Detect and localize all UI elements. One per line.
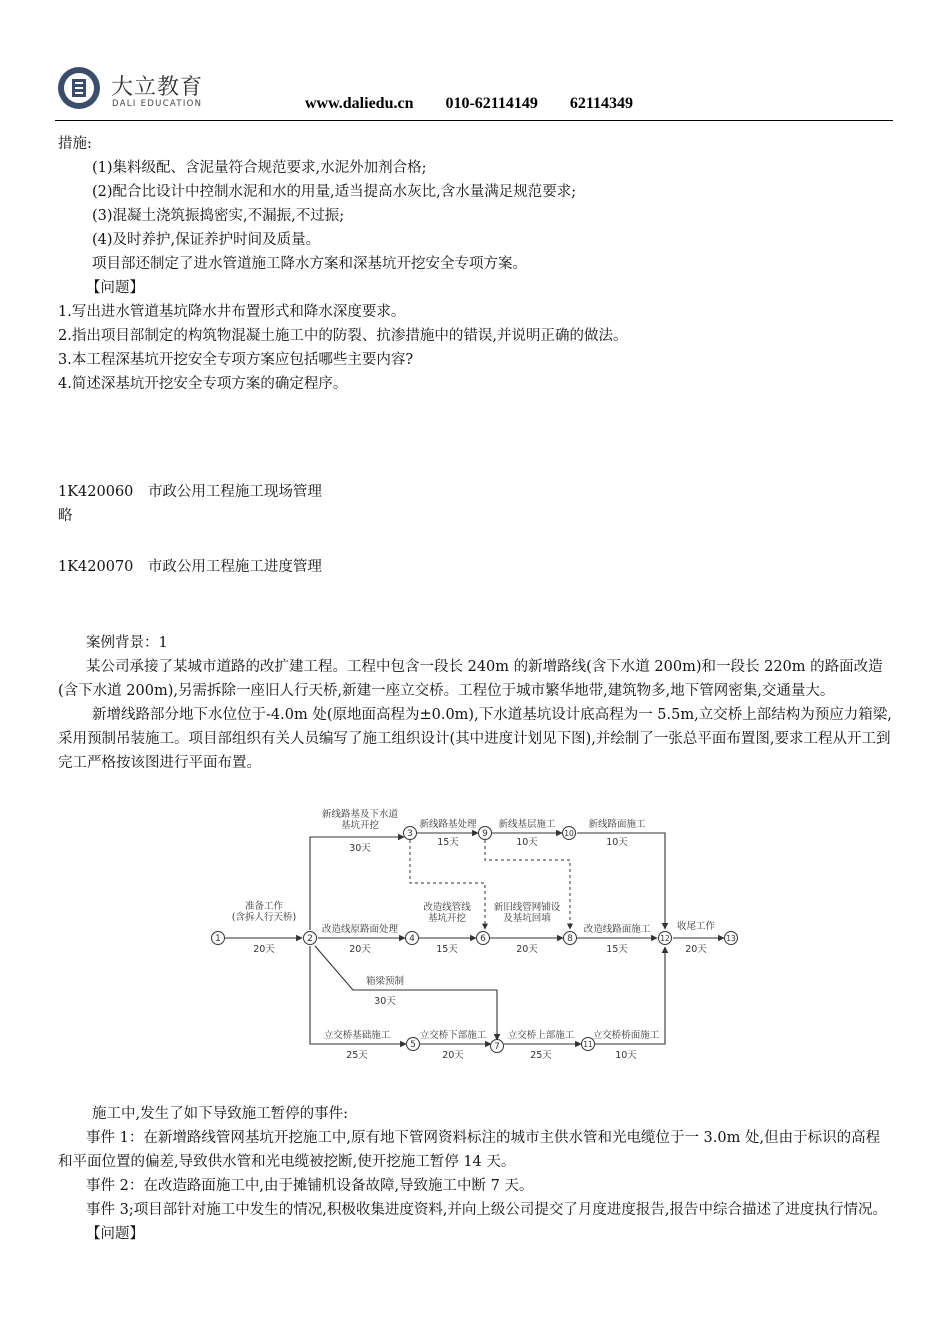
activity-duration: 25天 (530, 1050, 552, 1061)
node-7 (491, 1040, 504, 1053)
case-paragraph-1: 某公司承接了某城市道路的改扩建工程。工程中包含一段长 240m 的新增路线(含下水道 200m)和一段长 220m 的路面改造(含下水道 200m),另需拆除一座旧人行天桥,新建一座立交桥。工程位于城市繁华地带,建筑物多,地下管网密集,交通量大。 (58, 659, 883, 699)
event-2: 事件 2：在改造路面施工中,由于摊铺机设备故障,导致施工中断 7 天。 (86, 1178, 534, 1194)
activity-label: 立交桥上部施工 (507, 1030, 575, 1041)
svg-text:13: 13 (726, 934, 736, 943)
measure-item: (1)集料级配、含泥量符合规范要求,水泥外加剂合格; (92, 160, 427, 176)
events-block (58, 1102, 892, 1246)
node-13 (725, 932, 738, 945)
section-note: 略 (58, 508, 73, 524)
activity-duration: 10天 (516, 837, 538, 848)
measure-item: (2)配合比设计中控制水泥和水的用量,适当提高水灰比,含水量满足规范要求; (92, 184, 577, 200)
question-item: 1.写出进水管道基坑降水井布置形式和降水深度要求。 (58, 304, 406, 320)
activity-duration: 20天 (516, 944, 538, 955)
measure-item: (3)混凝土浇筑振捣密实,不漏振,不过振; (92, 208, 345, 224)
phone-2: 62114349 (569, 95, 634, 112)
activity-duration: 20天 (685, 944, 707, 955)
logo-english-name: DALI EDUCATION (112, 99, 203, 109)
question-item: 3.本工程深基坑开挖安全专项方案应包括哪些主要内容? (58, 352, 414, 368)
activity-duration: 10天 (615, 1050, 637, 1061)
header-contact (305, 95, 665, 113)
activity-label: 新线路基处理 (419, 819, 477, 830)
activity-duration: 15天 (436, 944, 458, 955)
measures-title: 措施: (58, 136, 92, 152)
questions-title: 【问题】 (86, 280, 144, 296)
page-header (55, 62, 893, 121)
svg-text:2: 2 (307, 934, 313, 944)
schedule-network-diagram (205, 808, 745, 1065)
activity-label: 准备工作(含拆人行天桥) (231, 901, 297, 923)
node-4 (406, 932, 419, 945)
activity-duration: 20天 (349, 944, 371, 955)
svg-text:10: 10 (564, 829, 574, 838)
node-5 (407, 1038, 420, 1051)
activity-label: 立交桥下部施工 (419, 1030, 487, 1041)
website-link[interactable]: www.daliedu.cn (305, 95, 414, 112)
phone-1: 010-62114149 (445, 95, 538, 112)
dali-logo-icon (57, 66, 101, 110)
node-8 (564, 932, 577, 945)
events-intro: 施工中,发生了如下导致施工暂停的事件: (92, 1106, 348, 1122)
plan-note: 项目部还制定了进水管道施工降水方案和深基坑开挖安全专项方案。 (92, 256, 527, 272)
measure-item: (4)及时养护,保证养护时间及质量。 (92, 232, 321, 248)
activity-label: 箱梁预制 (365, 976, 405, 987)
activity-duration: 30天 (374, 996, 396, 1007)
node-9 (479, 827, 492, 840)
section-070 (58, 555, 892, 579)
activity-duration: 10天 (606, 837, 628, 848)
event-1: 事件 1：在新增路线管网基坑开挖施工中,原有地下管网资料标注的城市主供水管和光电缆位于一 3.0m 处,但由于标识的高程和平面位置的偏差,导致供水管和光电缆被挖断,使开挖施工暂停 14 天。 (58, 1130, 881, 1170)
node-10 (563, 827, 576, 840)
activity-label: 收尾工作 (676, 921, 716, 932)
node-12 (659, 932, 672, 945)
svg-text:8: 8 (567, 934, 573, 944)
measures-block (58, 132, 892, 396)
case-background (58, 631, 892, 775)
activity-label: 新旧线管网铺设及基坑回填 (493, 902, 561, 924)
activity-label: 新线路面施工 (588, 819, 646, 830)
section-heading: 1K420060 市政公用工程施工现场管理 (58, 484, 322, 500)
activity-label: 新线基层施工 (498, 819, 556, 830)
activity-label: 改造线管线基坑开挖 (423, 902, 471, 924)
section-060 (58, 480, 892, 528)
question-item: 2.指出项目部制定的构筑物混凝土施工中的防裂、抗渗措施中的错误,并说明正确的做法。 (58, 328, 628, 344)
node-6 (477, 932, 490, 945)
activity-duration: 20天 (442, 1050, 464, 1061)
node-3 (404, 827, 417, 840)
questions-title: 【问题】 (86, 1226, 144, 1242)
svg-text:11: 11 (583, 1040, 593, 1049)
svg-text:1: 1 (215, 934, 221, 944)
node-2 (304, 932, 317, 945)
activity-duration: 15天 (606, 944, 628, 955)
question-item: 4.简述深基坑开挖安全专项方案的确定程序。 (58, 376, 348, 392)
activity-duration: 15天 (437, 837, 459, 848)
case-paragraph-2: 新增线路部分地下水位位于-4.0m 处(原地面高程为±0.0m),下水道基坑设计底高程为一 5.5m,立交桥上部结构为预应力箱梁,采用预制吊装施工。项目部组织有关人员编写了施工组织设计(其中进度计划见下图),并绘制了一张总平面布置图,要求工程从开工到完工严格按该图进行平面布置。 (58, 707, 892, 771)
svg-text:6: 6 (480, 934, 486, 944)
logo-chinese-name: 大立教育 (111, 75, 204, 100)
svg-text:12: 12 (660, 934, 670, 943)
activity-duration: 20天 (253, 944, 275, 955)
activity-duration: 30天 (349, 843, 371, 854)
activity-duration: 25天 (346, 1050, 368, 1061)
event-3: 事件 3;项目部针对施工中发生的情况,积极收集进度资料,并向上级公司提交了月度进度报告,报告中综合描述了进度执行情况。 (86, 1202, 888, 1218)
arrow-2-7 (315, 946, 497, 1040)
case-title: 案例背景：1 (86, 635, 168, 651)
svg-text:9: 9 (482, 829, 488, 839)
activity-label: 立交桥桥面施工 (592, 1030, 660, 1041)
svg-text:7: 7 (494, 1042, 500, 1052)
activity-label: 改造线原路面处理 (321, 924, 399, 935)
activity-label: 立交桥基础施工 (323, 1030, 391, 1041)
section-heading: 1K420070 市政公用工程施工进度管理 (58, 559, 322, 575)
svg-text:5: 5 (410, 1040, 416, 1050)
svg-text:3: 3 (407, 829, 413, 839)
node-1 (212, 932, 225, 945)
activity-label: 改造线路面施工 (583, 924, 651, 935)
svg-text:4: 4 (409, 934, 415, 944)
activity-label: 新线路基及下水道基坑开挖 (321, 809, 399, 831)
